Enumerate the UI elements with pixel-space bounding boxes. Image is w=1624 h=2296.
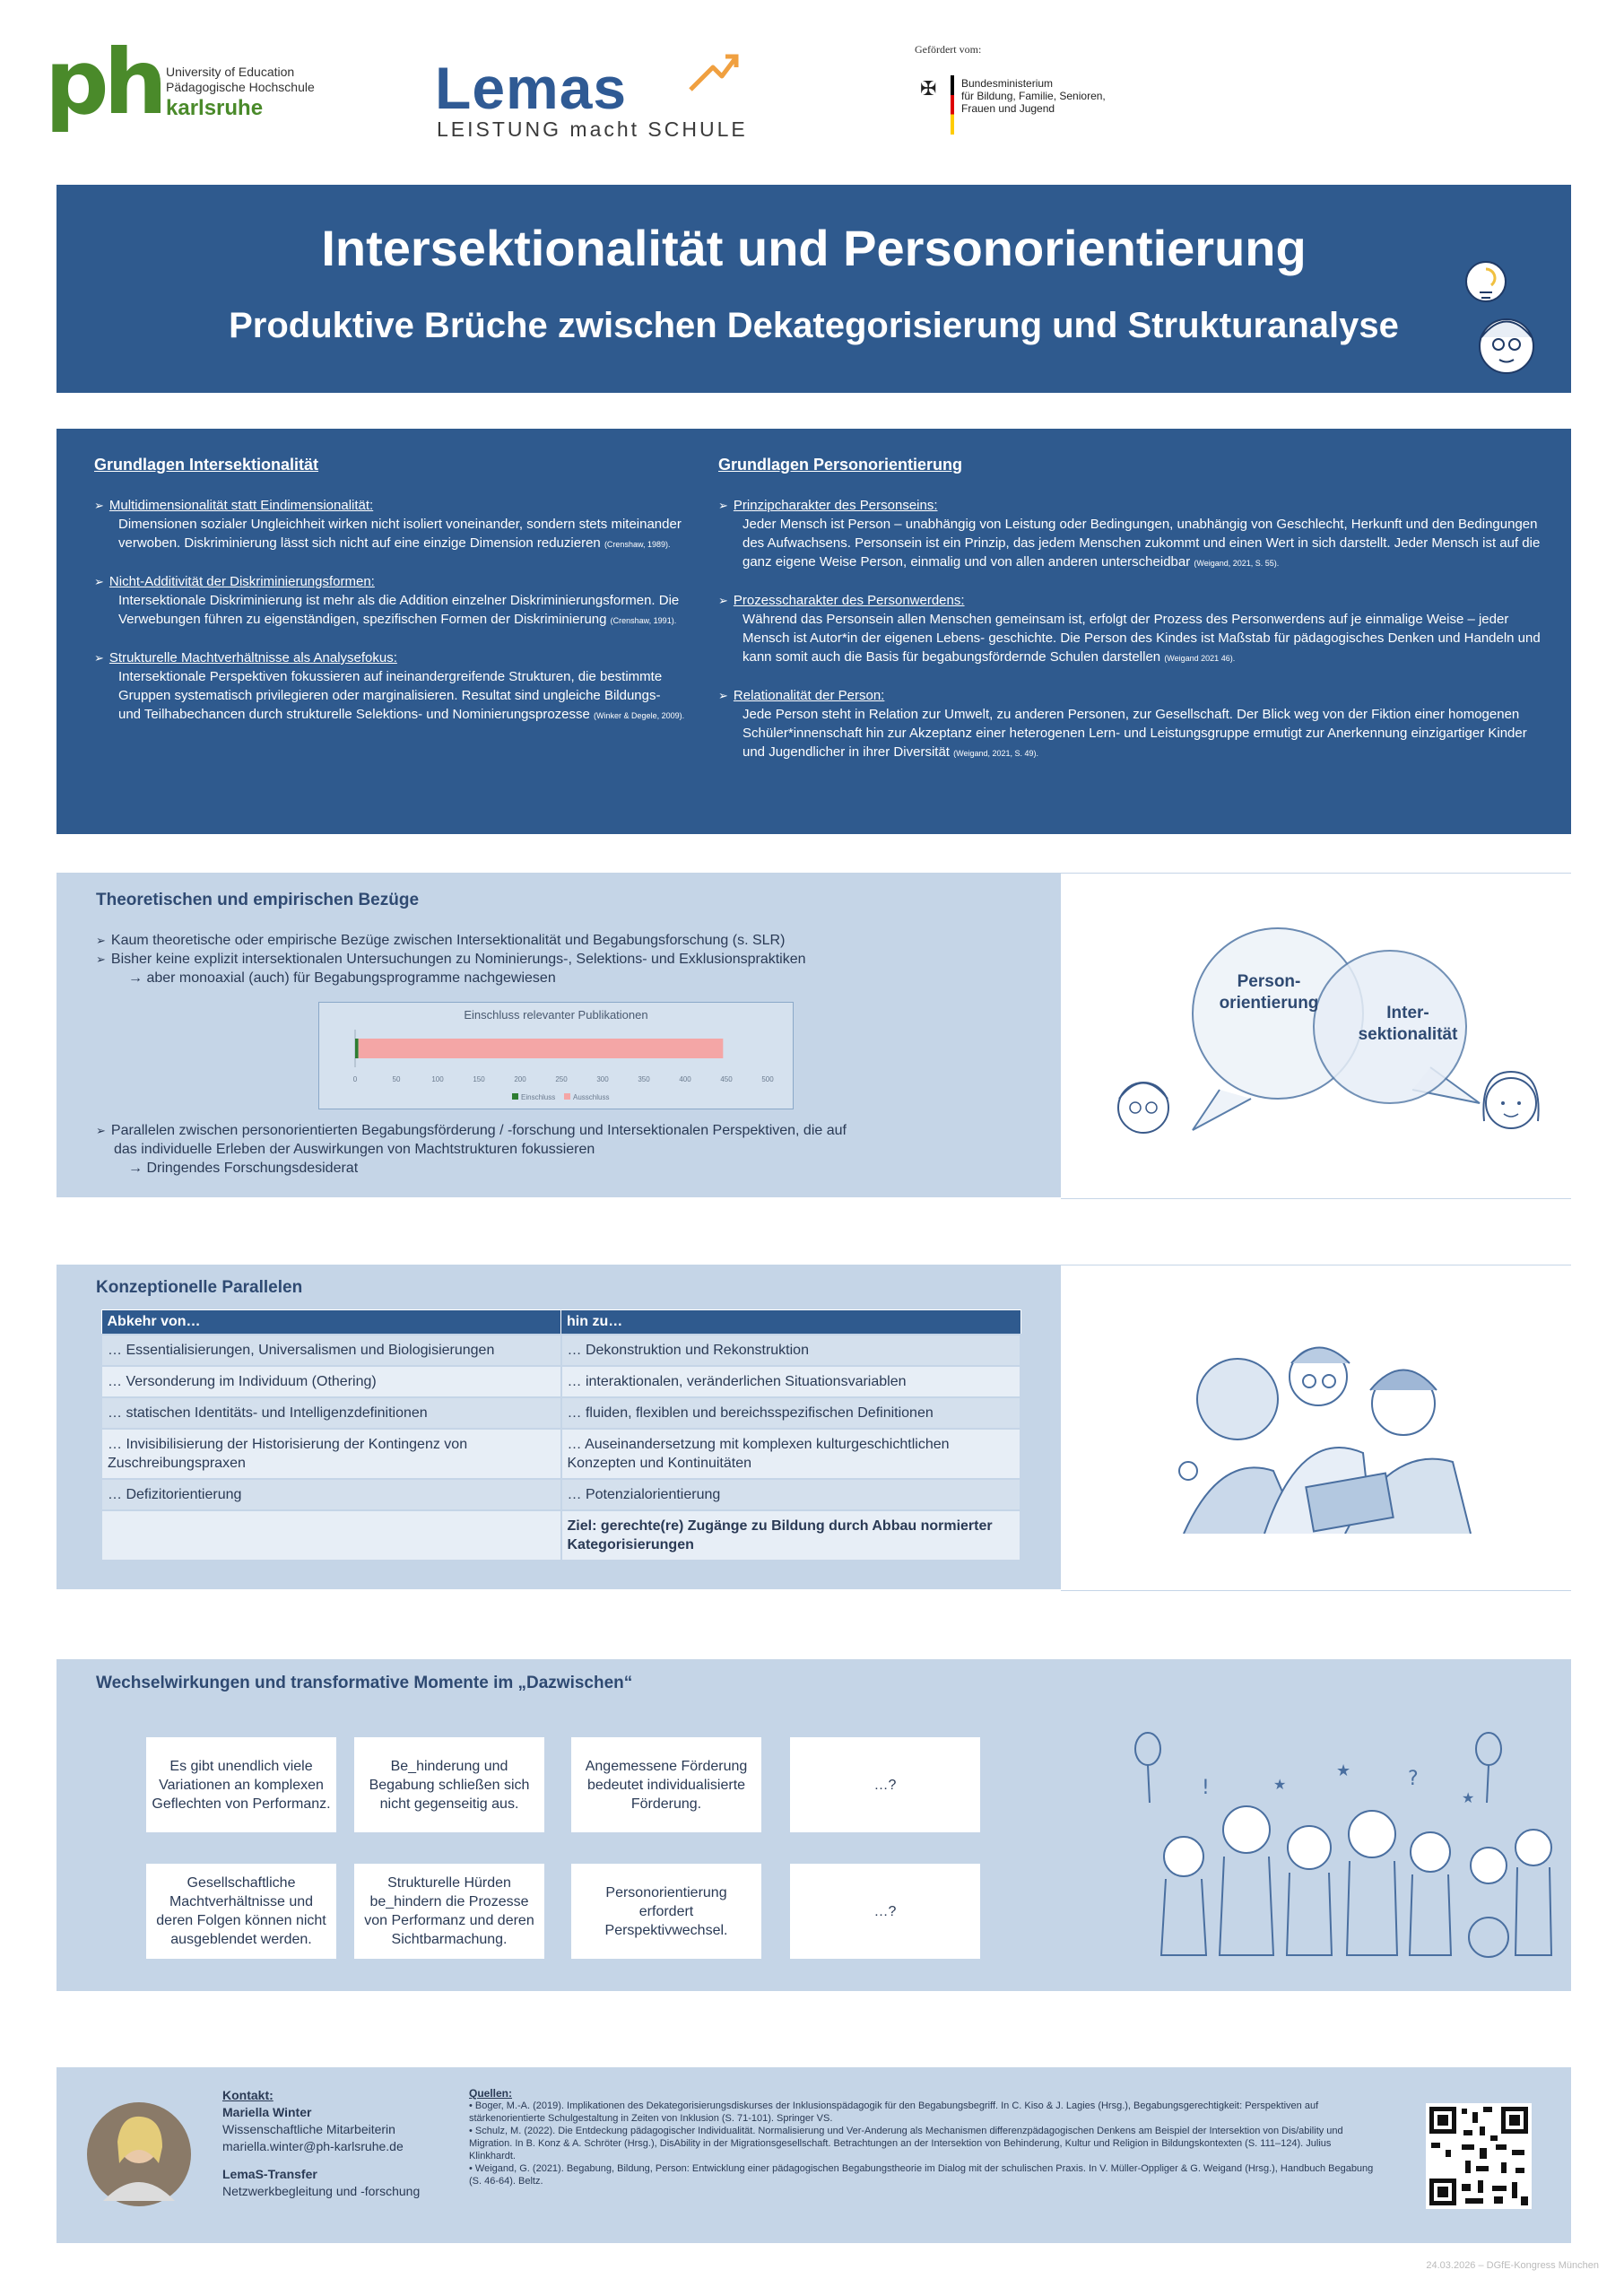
chart-title: Einschluss relevanter Publikationen: [464, 1008, 648, 1022]
group-discussion-illustration: [1166, 1327, 1507, 1534]
chart-tick-label: 350: [638, 1075, 650, 1083]
item-body: Intersektionale Diskriminierung ist mehr als die Addition einzelner Diskriminierungsformen. Die Verwebungen führen zu eigenständigen, spezifischen Formen der Diskriminierung: [118, 593, 680, 627]
lemas-logo: [435, 49, 794, 148]
grundlagen-left-item: [94, 572, 686, 631]
ph-line2: Pädagogische Hochschule: [166, 80, 315, 94]
lemas-bird-icon: [686, 49, 740, 103]
contact-email[interactable]: mariella.winter@ph-karlsruhe.de: [222, 2139, 404, 2153]
item-citation: (Weigand 2021 46).: [1164, 654, 1236, 663]
wechsel-box-text: Be_hinderung und Begabung schließen sich nicht gegenseitig aus.: [369, 1758, 530, 1812]
table-cell: … interaktionalen, veränderlichen Situationsvariablen: [561, 1366, 1021, 1397]
chart-tick-label: 150: [473, 1075, 485, 1083]
item-heading: Nicht-Additivität der Diskriminierungsformen:: [109, 574, 375, 589]
thinking-person-icon: [1446, 257, 1544, 382]
footer: [56, 2067, 1571, 2243]
wechsel-box-text: Personorientierung erfordert Perspektivwechsel.: [604, 1884, 728, 1938]
arrow-bullet-icon: ➢: [96, 1124, 106, 1137]
wechsel-box-text: Angemessene Förderung bedeutet individualisierte Förderung.: [585, 1758, 748, 1812]
title-banner: [56, 185, 1571, 393]
quellen-label: Quellen:: [469, 2087, 513, 2100]
wechsel-box-text: …?: [873, 1777, 897, 1793]
arrow-right-icon: →: [128, 970, 147, 986]
arrow-bullet-icon: ➢: [96, 934, 106, 947]
table-row: [101, 1429, 1020, 1479]
arrow-bullet-icon: ➢: [94, 499, 104, 512]
chart-tick-label: 400: [679, 1075, 691, 1083]
item-citation: (Weigand, 2021, S. 55).: [1194, 559, 1280, 568]
table-row: [101, 1397, 1020, 1429]
chart-tick-label: 200: [514, 1075, 526, 1083]
item-body: Intersektionale Perspektiven fokussieren auf ineinandergreifende Strukturen, die bestimmte Gruppen systematisch privilegieren oder marginalisieren. Resultat sind ungleiche Bildungs- und Teilhabechancen durch strukturelle Selektions- und Nominierungsprozesse: [118, 669, 663, 722]
theorie-bullet-1: Kaum theoretische oder empirische Bezüge zwischen Intersektionalität und Begabungsforschung (s. SLR): [110, 933, 786, 948]
svg-text:★: ★: [1273, 1776, 1287, 1793]
wechsel-box: [354, 1864, 544, 1959]
item-heading: Prozesscharakter des Personwerdens:: [733, 593, 965, 608]
table-row: [101, 1510, 1020, 1561]
grundlagen-right-item: [718, 591, 1543, 668]
theorie-bullet-3b: das individuelle Erleben der Auswirkungen von Machtstrukturen fokussieren: [114, 1142, 595, 1157]
theorie-heading: Theoretischen und empirischen Bezüge: [96, 891, 420, 909]
grundlagen-left-column: [94, 456, 686, 744]
arrow-bullet-icon: ➢: [718, 499, 728, 512]
publications-chart: [318, 1002, 794, 1109]
wechsel-heading: Wechselwirkungen und transformative Momente im „Dazwischen“: [96, 1674, 633, 1692]
wechsel-box: [146, 1737, 336, 1832]
lemas-tagline: LEISTUNG macht SCHULE: [437, 117, 748, 141]
grundlagen-right-heading: Grundlagen Personorientierung: [718, 456, 963, 474]
ph-logo-mark: ph: [45, 30, 162, 135]
chart-legend-label: Einschluss: [521, 1093, 556, 1101]
speech-tail-left: [1193, 1090, 1251, 1130]
arrow-bullet-icon: ➢: [718, 594, 728, 607]
quellen-item: • Boger, M.-A. (2019). Implikationen des Dekategorisierungsdiskurses der Inklusionspädagogik für den Begabungsbegriff. In C. Kiso & J. Lagies (Hrsg.), Begabungsgerechtigkeit: Perspektiven auf stärkenorientierte Schulgestaltung in Zeiten von Inklusion (S. 71-101). Springer VS.: [469, 2100, 1319, 2124]
wechsel-box: [354, 1737, 544, 1832]
arrow-bullet-icon: ➢: [94, 651, 104, 665]
wechsel-box: [571, 1864, 761, 1959]
item-citation: (Crenshaw, 1991).: [610, 616, 677, 625]
grundlagen-left-heading: Grundlagen Intersektionalität: [94, 456, 319, 474]
grundlagen-left-item: [94, 496, 686, 554]
lemas-wordmark: Lemas: [435, 55, 628, 121]
table-cell: … fluiden, flexiblen und bereichsspezifischen Definitionen: [561, 1397, 1021, 1429]
table-cell: … Essentialisierungen, Universalismen und Biologisierungen: [101, 1335, 561, 1366]
contact-org-sub: Netzwerkbegleitung und -forschung: [222, 2184, 421, 2198]
chart-legend-swatch: [564, 1093, 570, 1100]
wechsel-box-text: Gesellschaftliche Machtverhältnisse und deren Folgen können nicht ausgeblendet werden.: [156, 1875, 326, 1947]
wechsel-box: [146, 1864, 336, 1959]
table-row: [101, 1479, 1020, 1510]
svg-text:★: ★: [1462, 1789, 1475, 1806]
funder-logo: [915, 43, 1121, 151]
item-body: Dimensionen sozialer Ungleichheit wirken nicht isoliert voneinander, sondern stets miteinander verwoben. Diskriminierung lässt sich nicht auf eine einzige Dimension reduzieren: [118, 517, 682, 551]
arrow-right-icon: →: [128, 1161, 147, 1176]
item-citation: (Weigand, 2021, S. 49).: [953, 749, 1039, 758]
page-subtitle: Produktive Brüche zwischen Dekategorisierung und Strukturanalyse: [229, 306, 1399, 345]
theorie-bullet-3a: Parallelen zwischen personorientierten Begabungsförderung / -forschung und Intersektionalen Perspektiven, die auf: [110, 1123, 847, 1138]
item-body: Jede Person steht in Relation zur Umwelt, zu anderen Personen, zur Gesellschaft. Der Blick weg von der Fiktion einer homogenen Schüler*innenschaft hin zur Akzeptanz einer heterogenen Lern- und Leistungsgruppe ermutigt zur Anerkennung einzigartiger Kinder und Jugendlicher in ihrer Diversität: [743, 707, 1527, 760]
chart-tick-label: 450: [720, 1075, 733, 1083]
chart-tick-label: 100: [431, 1075, 444, 1083]
item-body: Jeder Mensch ist Person – unabhängig von Leistung oder Bedingungen, unabhängig von Geschlecht, Herkunft und den Bedingungen des Aufwachsens. Personsein ist ein Prinzip, das jedem Menschen zukommt und einen Wert in sich darstellt. Jeder Mensch ist auf die ganz eigene Weise Person, einmalig und von allen anderen unterscheidbar: [743, 517, 1541, 570]
table-cell: … Potenzialorientierung: [561, 1479, 1021, 1510]
konzept-table: [100, 1309, 1021, 1561]
ph-line1: University of Education: [166, 65, 295, 79]
konzept-heading: Konzeptionelle Parallelen: [96, 1278, 303, 1297]
item-citation: (Crenshaw, 1989).: [604, 540, 671, 549]
venn-speech-illustration: [1103, 906, 1551, 1175]
table-header-hin: hin zu…: [561, 1310, 1021, 1335]
quellen-text: Boger, M.-A. (2019). Implikationen des Dekategorisierungsdiskurses der Inklusionspädagogik für den Begabungsbegriff. In C. Kiso & J. Lagies (Hrsg.), Begabungsgerechtigkeit: Perspektiven auf stärkenorientierte Schulgestaltung in Zeiten von Inklusion (S. 71-101). Springer VS.: [469, 2100, 1319, 2124]
avatar: [85, 2100, 193, 2208]
ph-city: karlsruhe: [166, 96, 264, 120]
boy-face-icon: [1118, 1083, 1168, 1133]
item-heading: Strukturelle Machtverhältnisse als Analysefokus:: [109, 650, 397, 665]
wechsel-box-text: Strukturelle Hürden be_hindern die Prozesse von Performanz und deren Sichtbarmachung.: [364, 1875, 534, 1947]
item-body: Während das Personsein allen Menschen gemeinsam ist, erfolgt der Prozess des Personwerdens auf je einmalige Weise – jeder Mensch ist Autor*in der eigenen Lebens- geschichte. Die Person des Kindes ist Maßstab für pädagogisches Denken und Handeln und kann somit auch die Basis für begabungsfördernde Schulen darstellen: [743, 612, 1541, 665]
table-goal-cell: Ziel: gerechte(re) Zugänge zu Bildung durch Abbau normierter Kategorisierungen: [561, 1510, 1021, 1561]
chart-bar-einschluss: [355, 1039, 359, 1058]
item-heading: Prinzipcharakter des Personseins:: [733, 498, 938, 513]
item-heading: Multidimensionalität statt Eindimensionalität:: [109, 498, 374, 513]
grundlagen-right-item: [718, 686, 1543, 763]
girl-face-icon: [1483, 1072, 1538, 1128]
eagle-icon: ✠: [920, 77, 937, 100]
table-cell: … Versonderung im Individuum (Othering): [101, 1366, 561, 1397]
chart-tick-label: 0: [352, 1075, 358, 1083]
theorie-arrow-1: aber monoaxial (auch) für Begabungsprogramme nachgewiesen: [146, 970, 556, 986]
table-cell: … Invisibilisierung der Historisierung der Kontingenz von Zuschreibungspraxen: [101, 1429, 561, 1479]
svg-text:★: ★: [1336, 1761, 1351, 1780]
chart-tick-label: 50: [392, 1075, 401, 1083]
grundlagen-left-item: [94, 648, 686, 726]
funder-line3: Frauen und Jugend: [961, 102, 1055, 115]
funder-line1: Bundesministerium: [961, 77, 1054, 90]
chart-bar-ausschluss: [359, 1039, 724, 1058]
quellen-item: • Schulz, M. (2022). Die Entdeckung pädagogischer Individualität. Normalisierung und Ver-Anderung als Mechanismen differenzpädagogischen Denkens am Beispiel der Intersektion von Dis/ability und Migration. In B. Konz & A. Schröter (Hrsg.), DisAbility in der Migrationsgesellschaft. Betrachtungen an der Intersektion von Behinderung, Kultur und Religion in Bildungskontexten (S. 111–124). Julius Klinkhardt.: [469, 2126, 1343, 2161]
table-cell: … Dekonstruktion und Rekonstruktion: [561, 1335, 1021, 1366]
quellen-block: [469, 2087, 1375, 2187]
table-header-row: [101, 1310, 1020, 1335]
qr-code-icon[interactable]: [1426, 2103, 1532, 2209]
kontakt-label: Kontakt:: [222, 2088, 274, 2102]
contact-role: Wissenschaftliche Mitarbeiterin: [222, 2122, 395, 2136]
chart-tick-label: 500: [761, 1075, 774, 1083]
grundlagen-right-column: [718, 456, 1543, 781]
table-cell: … Defizitorientierung: [101, 1479, 561, 1510]
german-flag-stripe: [951, 75, 954, 135]
quellen-text: Weigand, G. (2021). Begabung, Bildung, Person: Entwicklung einer pädagogischen Begabungstheorie im Dialog mit der schulischen Praxis. In V. Müller-Oppliger & G. Weigand (Hrsg.), Handbuch Begabung (S. 46-64). Beltz.: [469, 2163, 1374, 2187]
table-cell: … Auseinandersetzung mit komplexen kulturgeschichtlichen Konzepten und Kontinuitäten: [561, 1429, 1021, 1479]
table-row: [101, 1335, 1020, 1366]
theorie-arrow-2: Dringendes Forschungsdesiderat: [146, 1161, 359, 1176]
wechsel-box-text: …?: [873, 1903, 897, 1919]
funder-label: Gefördert vom:: [915, 43, 982, 56]
table-cell: [101, 1510, 561, 1561]
poster-date: 24.03.2026 – DGfE-Kongress München: [1426, 2260, 1599, 2271]
grundlagen-right-item: [718, 496, 1543, 573]
chart-legend-label: Ausschluss: [573, 1093, 610, 1101]
grundlagen-section: [56, 429, 1571, 834]
children-group-illustration: [1112, 1722, 1560, 1973]
chart-tick-label: 300: [596, 1075, 609, 1083]
ph-logo-text: [166, 65, 315, 122]
theorie-bullets-2: [96, 1121, 1046, 1178]
chart-svg: [319, 1003, 793, 1109]
wechsel-box: [790, 1737, 980, 1832]
table-cell: … statischen Identitäts- und Intelligenzdefinitionen: [101, 1397, 561, 1429]
theorie-bullets: [96, 931, 1046, 987]
wechsel-box: [790, 1864, 980, 1959]
venn-label-person: Person-orientierung: [1219, 972, 1319, 1013]
funder-name: [961, 77, 1106, 115]
table-row: [101, 1366, 1020, 1397]
arrow-bullet-icon: ➢: [96, 952, 106, 966]
theorie-bullet-2: Bisher keine explizit intersektionalen Untersuchungen zu Nominierungs-, Selektions- und Exklusionspraktiken: [110, 952, 806, 967]
wechsel-box-text: Es gibt unendlich viele Variationen an komplexen Geflechten von Performanz.: [152, 1758, 331, 1812]
item-heading: Relationalität der Person:: [733, 688, 885, 703]
ph-karlsruhe-logo: [45, 30, 323, 144]
arrow-bullet-icon: ➢: [94, 575, 104, 588]
contact-org: LemaS-Transfer: [222, 2167, 317, 2181]
table-header-abkehr: Abkehr von…: [101, 1310, 561, 1335]
chart-legend-swatch: [512, 1093, 518, 1100]
venn-label-intersektion: Inter-sektionalität: [1358, 1004, 1458, 1044]
wechsel-box: [571, 1737, 761, 1832]
chart-tick-label: 250: [555, 1075, 568, 1083]
quellen-text: Schulz, M. (2022). Die Entdeckung pädagogischer Individualität. Normalisierung und Ver-Anderung als Mechanismen differenzpädagogischen Denkens am Beispiel der Intersektion von Dis/ability und Migration. In B. Konz & A. Schröter (Hrsg.), DisAbility in der Migrationsgesellschaft. Betrachtungen an der Intersektion von Behinderung, Kultur und Religion in Bildungskontexten (S. 111–124). Julius Klinkhardt.: [469, 2126, 1343, 2161]
page-title: Intersektionalität und Personorientierung: [321, 220, 1307, 276]
item-citation: (Winker & Degele, 2009).: [594, 711, 685, 720]
arrow-bullet-icon: ➢: [718, 689, 728, 702]
kontakt-block: [222, 2087, 491, 2200]
svg-text:?: ?: [1408, 1768, 1419, 1790]
contact-name: Mariella Winter: [222, 2105, 312, 2119]
svg-text:!: !: [1202, 1777, 1210, 1799]
quellen-item: • Weigand, G. (2021). Begabung, Bildung, Person: Entwicklung einer pädagogischen Begabungstheorie im Dialog mit der schulischen Praxis. In V. Müller-Oppliger & G. Weigand (Hrsg.), Handbuch Begabung (S. 46-64). Beltz.: [469, 2163, 1374, 2187]
funder-line2: für Bildung, Familie, Senioren,: [961, 90, 1106, 102]
